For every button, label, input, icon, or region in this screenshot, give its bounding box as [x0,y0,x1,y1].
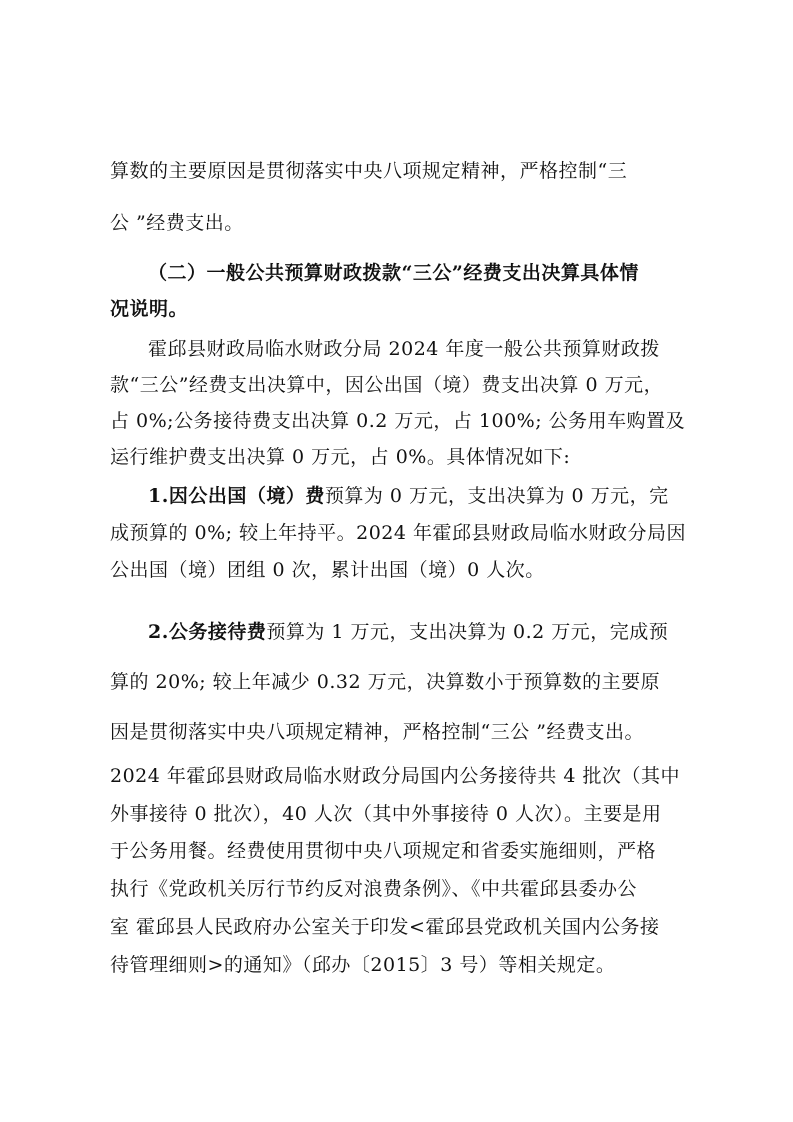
paragraph-line: 算的 20%; 较上年减少 0.32 万元，决算数小于预算数的主要原 [110,671,661,693]
paragraph-line: 公出国（境）团组 0 次，累计出国（境）0 人次。 [110,559,545,581]
paragraph-line: 霍邱县财政局临水财政分局 2024 年度一般公共预算财政拨 [148,338,660,360]
paragraph-line: 外事接待 0 批次），40 人次（其中外事接待 0 人次）。主要是用 [110,803,662,825]
paragraph-line: 占 0%;公务接待费支出决算 0.2 万元，占 100%; 公务用车购置及 [110,410,686,432]
item-1-text: 预算为 0 万元，支出决算为 0 万元，完 [324,485,669,507]
item-1-label: 1.因公出国（境）费 [148,485,325,507]
paragraph-line: 因是贯彻落实中央八项规定精神，严格控制“三公 ”经费支出。 [110,721,644,743]
paragraph-line: 公 ”经费支出。 [110,212,244,234]
paragraph-line: 于公务用餐。经费使用贯彻中央八项规定和省委实施细则，严格 [110,840,657,862]
item-1-line [148,483,695,509]
item-2-text: 预算为 1 万元，支出决算为 0.2 万元，完成预 [266,621,669,643]
item-2-label: 2.公务接待费 [148,621,267,643]
paragraph-line: 待管理细则>的通知》（邱办〔2015〕3 号）等相关规定。 [110,954,616,976]
section-heading: （二）一般公共预算财政拨款“三公”经费支出决算具体情 [148,262,639,284]
item-2-line [148,619,695,645]
paragraph-line: 算数的主要原因是贯彻落实中央八项规定精神，严格控制“三 [110,160,628,182]
paragraph-line: 2024 年霍邱县财政局临水财政分局国内公务接待共 4 批次（其中 [110,765,681,787]
paragraph-line: 款“三公”经费支出决算中，因公出国（境）费支出决算 0 万元， [110,374,664,396]
paragraph-line: 室 霍邱县人民政府办公室关于印发<霍邱县党政机关国内公务接 [110,916,660,938]
paragraph-line: 执行《党政机关厉行节约反对浪费条例》、《中共霍邱县委办公 [110,878,638,900]
section-heading: 况说明。 [110,298,189,320]
paragraph-line: 成预算的 0%; 较上年持平。2024 年霍邱县财政局临水财政分局因 [110,522,687,544]
paragraph-line: 运行维护费支出决算 0 万元，占 0%。具体情况如下: [110,446,571,468]
